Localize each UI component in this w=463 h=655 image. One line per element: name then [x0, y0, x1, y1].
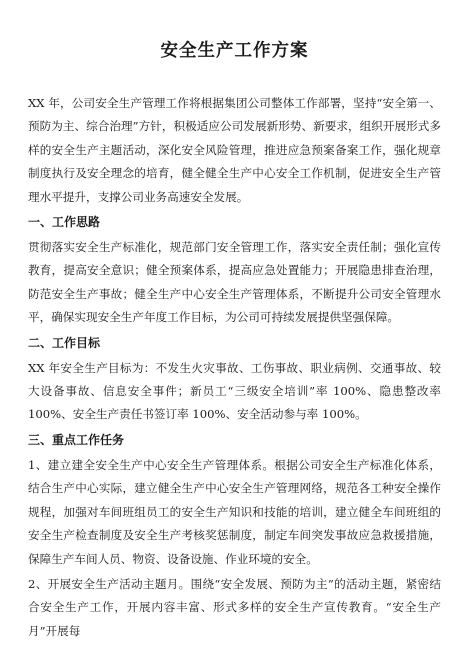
- section-paragraph-goals: XX 年安全生产目标为：不发生火灾事故、工伤事故、职业病例、交通事故、较大设备事故、信息安全事件；新员工“三级安全培训”率 100%、隐患整改率 100%、安全生产责任书签订率 100%、安全活动参与率 100%。: [28, 360, 441, 422]
- document-title: 安全生产工作方案: [160, 41, 309, 61]
- section-heading-thinking: 一、工作思路: [28, 215, 101, 230]
- task-paragraph-2: 2、开展安全生产活动主题月。围绕“安全发展、预防为主”的活动主题，紧密结合安全生产工作，开展内容丰富、形式多样的安全生产宣传教育。“安全生产月”开展每: [28, 576, 441, 638]
- intro-paragraph: XX 年，公司安全生产管理工作将根据集团公司整体工作部署，坚持“安全第一、预防为主、综合治理”方针，积极适应公司发展新形势、新要求，组织开展形式多样的安全生产主题活动，深化安全风险管理，推进应急预案备案工作，强化规章制度执行及安全理念的培育，健全健全生产中心安全工作机制，促进安全生产管理水平提升，支撑公司业务高速安全发展。: [28, 96, 441, 204]
- section-paragraph-thinking: 贯彻落实安全生产标准化，规范部门安全管理工作，落实安全责任制；强化宣传教育，提高安全意识；健全预案体系，提高应急处置能力；开展隐患排查治理，防范安全生产事故；健全生产中心安全生产管理体系，不断提升公司安全管理水平，确保实现安全生产年度工作目标，为公司可持续发展提供坚强保障。: [28, 240, 441, 325]
- section-heading-key-tasks: 三、重点工作任务: [28, 432, 125, 447]
- section-heading-goals: 二、工作目标: [28, 335, 101, 350]
- task-paragraph-1: 1、建立建全安全生产中心安全生产管理体系。根据公司安全生产标准化体系，结合生产中心实际，建立健全生产中心安全生产管理网络，规范各工种安全操作规程，加强对车间班组员工的安全生产知识和技能的培训，建立健全车间班组的安全生产检查制度及安全生产考核奖惩制度，制定车间突发事故应急救援措施，保障生产车间人员、物资、设备设施、作业环境的安全。: [28, 457, 441, 566]
